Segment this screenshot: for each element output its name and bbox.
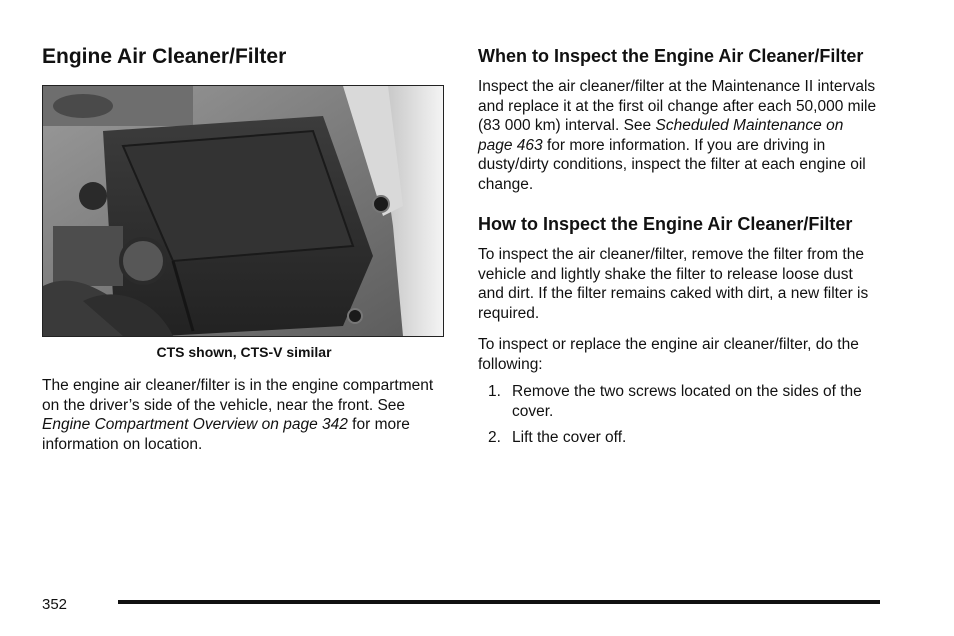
- when-text: Inspect the air cleaner/filter at the Maintenance II intervals and replace it at the first oil change after each 50,000 mile (83 000 km) interval. See: [478, 78, 877, 134]
- list-item: [478, 428, 878, 448]
- page-number: 352: [42, 596, 68, 613]
- when-to-inspect-heading: When to Inspect the Engine Air Cleaner/Filter: [478, 46, 864, 66]
- list-item: [478, 382, 878, 421]
- step-number: 1.: [488, 383, 501, 400]
- when-to-inspect-paragraph: [478, 77, 878, 194]
- step-text: Lift the cover off.: [512, 429, 627, 446]
- how-to-inspect-paragraph: To inspect the air cleaner/filter, remove the filter from the vehicle and lightly shake the filter to release loose dust and dirt. If the filter remains caked with dirt, a new filter is required.: [478, 246, 869, 322]
- step-text: Remove the two screws located on the sides of the cover.: [512, 383, 862, 420]
- step-number: 2.: [488, 429, 501, 446]
- right-column: [478, 44, 878, 455]
- footer-divider: [118, 600, 880, 604]
- how-to-inspect-heading: How to Inspect the Engine Air Cleaner/Filter: [478, 214, 853, 234]
- engine-compartment-photo: [42, 85, 444, 337]
- intro-text-end: for more information on location.: [42, 416, 410, 453]
- intro-text: The engine air cleaner/filter is in the engine compartment on the driver’s side of the vehicle, near the front. See: [42, 377, 434, 414]
- procedure-steps: [478, 382, 878, 448]
- scheduled-maintenance-link[interactable]: Scheduled Maintenance on page 463: [478, 117, 844, 154]
- location-paragraph: [42, 376, 446, 454]
- when-text-end: for more information. If you are driving in dusty/dirty conditions, inspect the filter at each engine oil change.: [478, 136, 866, 193]
- left-column: [42, 44, 446, 466]
- engine-compartment-link[interactable]: Engine Compartment Overview on page 342: [42, 416, 348, 434]
- procedure-intro: To inspect or replace the engine air cleaner/filter, do the following:: [478, 336, 859, 373]
- page-title: Engine Air Cleaner/Filter: [42, 45, 287, 68]
- photo-caption: CTS shown, CTS-V similar: [156, 344, 332, 361]
